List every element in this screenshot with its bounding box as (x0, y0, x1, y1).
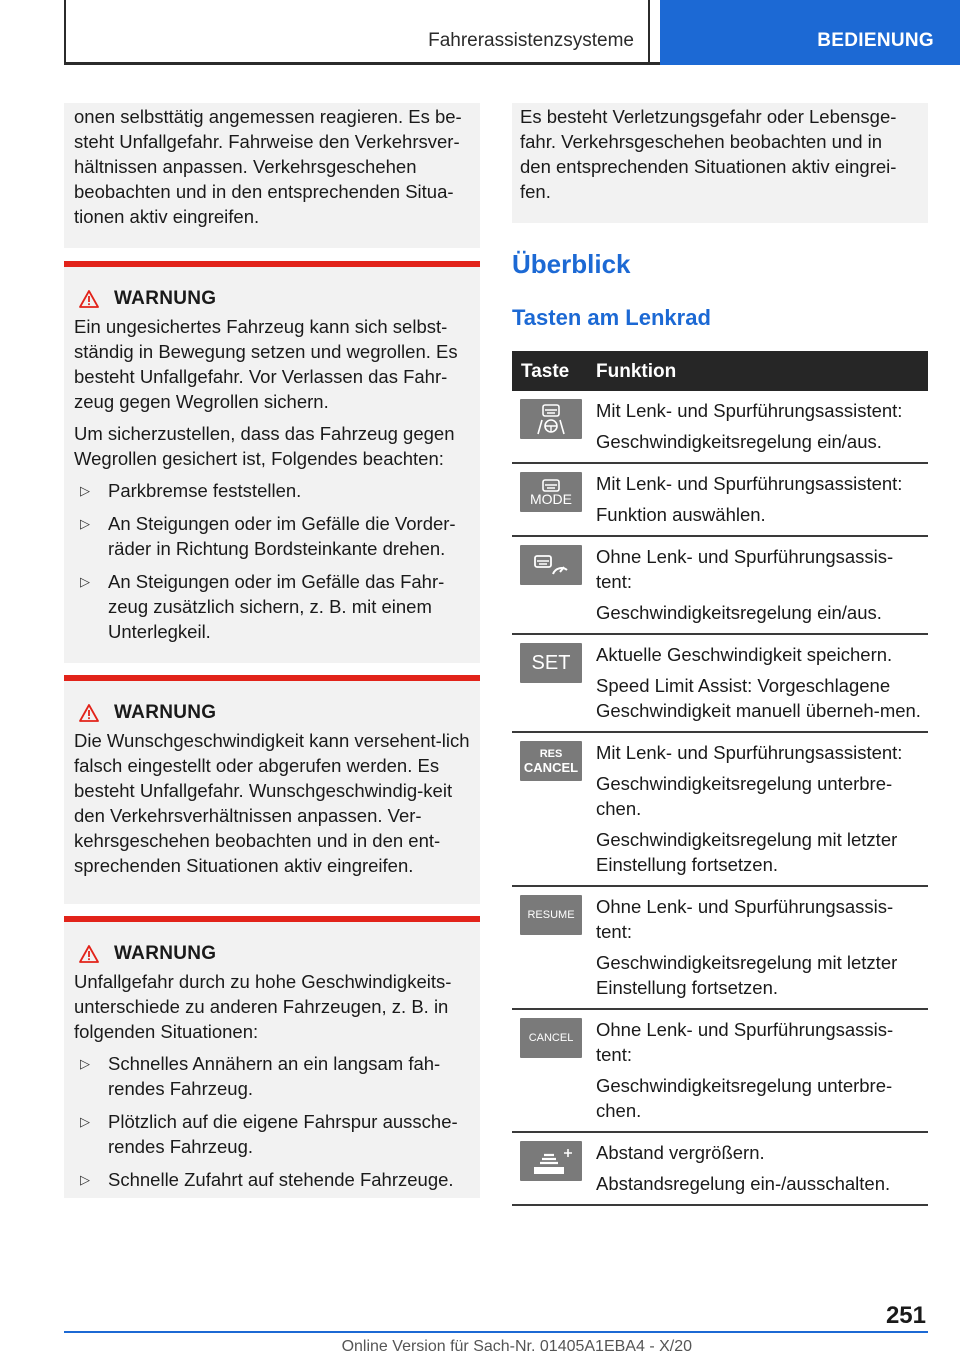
footer-version-text: Online Version für Sach-Nr. 01405A1EBA4 - X/20 (341, 1338, 692, 1355)
warning-label: WARNUNG (114, 288, 217, 309)
key-label: SET (531, 651, 571, 674)
table-row (512, 1133, 928, 1206)
warning-label: WARNUNG (114, 943, 217, 964)
function-text: Geschwindigkeitsregelung ein/aus. (596, 602, 882, 623)
key-label: RES (539, 748, 563, 760)
function-text: Geschwindigkeitsregelung unterbre-chen. (596, 773, 893, 819)
continued-warning-box-left (64, 103, 480, 248)
lane-assist-mode-icon (520, 472, 582, 512)
function-text: Abstand vergrößern. (596, 1142, 765, 1163)
function-text: Speed Limit Assist: Vorgeschlagene Geschwindigkeit manuell überneh-men. (596, 675, 921, 721)
continued-warning-text: onen selbsttätig angemessen reagieren. Es be-steht Unfallgefahr. Fahrweise den Verkehrsver-hältnissen anpassen. Verkehrsgeschehen beobachten und in den entsprechenden Situa-tionen aktiv eingreifen. (74, 106, 462, 227)
key-label: RESUME (527, 908, 575, 921)
bullet-item: ▷ Schnelle Zufahrt auf stehende Fahrzeuge. (74, 1167, 470, 1192)
warning-heading (74, 286, 470, 311)
key-label: MODE (530, 490, 572, 507)
continued-warning-text: Es besteht Verletzungsgefahr oder Lebensge-fahr. Verkehrsgeschehen beobachten und in den entsprechenden Situationen aktiv eingrei-fen. (520, 106, 897, 202)
warning-bullet-list (74, 478, 470, 644)
table-row (512, 733, 928, 887)
warning-heading (74, 941, 470, 966)
warning-box-2 (64, 675, 480, 904)
bullet-item: ▷ Schnelles Annähern an ein langsam fah-rendes Fahrzeug. (74, 1051, 470, 1101)
warning-paragraph: Ein ungesichertes Fahrzeug kann sich selbst-ständig in Bewegung setzen und wegrollen. Es besteht Unfallgefahr. Vor Verlassen das Fahr-zeug gegen Wegrollen sichern. (74, 316, 458, 412)
header-section-title: Fahrerassistenzsysteme (428, 30, 634, 51)
table-row (512, 1010, 928, 1133)
warning-box-1 (64, 261, 480, 663)
table-header (512, 351, 928, 391)
table-row (512, 635, 928, 733)
function-text: Mit Lenk- und Spurführungsassistent: (596, 742, 903, 763)
resume-icon (520, 895, 582, 935)
function-text: Ohne Lenk- und Spurführungsassis-tent: (596, 896, 894, 942)
function-text: Mit Lenk- und Spurführungsassistent: (596, 473, 903, 494)
bullet-item: ▷ An Steigungen oder im Gefälle die Vorder-räder in Richtung Bordsteinkante drehen. (74, 511, 470, 561)
header-chapter-tab[interactable] (660, 0, 960, 65)
table-row (512, 887, 928, 1010)
warning-paragraph: Um sicherzustellen, dass das Fahrzeug gegen Wegrollen gesichert ist, Folgendes beachten: (74, 423, 455, 469)
cruise-control-icon (520, 545, 582, 585)
warning-triangle-icon (79, 945, 99, 963)
lane-assist-speed-icon (520, 399, 582, 439)
set-icon (520, 643, 582, 683)
warning-heading (74, 700, 470, 725)
function-text: Mit Lenk- und Spurführungsassistent: (596, 400, 903, 421)
function-text: Geschwindigkeitsregelung mit letzter Einstellung fortsetzen. (596, 829, 898, 875)
table-row (512, 391, 928, 464)
function-text: Abstandsregelung ein-/ausschalten. (596, 1173, 891, 1194)
table-row (512, 537, 928, 635)
bullet-item: ▷ An Steigungen oder im Gefälle das Fahr-zeug zusätzlich sichern, z. B. mit einem Unterlegkeil. (74, 569, 470, 644)
warning-box-3 (64, 916, 480, 1198)
function-text: Funktion auswählen. (596, 504, 766, 525)
column-header-function: Funktion (596, 360, 677, 382)
warning-bullet-list (74, 1051, 470, 1192)
function-text: Ohne Lenk- und Spurführungsassis-tent: (596, 546, 894, 592)
section-heading: Überblick (512, 249, 631, 279)
warning-triangle-icon (79, 290, 99, 308)
function-text: Ohne Lenk- und Spurführungsassis-tent: (596, 1019, 894, 1065)
page-number: 251 (885, 1302, 926, 1329)
cancel-icon (520, 1018, 582, 1058)
function-text: Geschwindigkeitsregelung unterbre-chen. (596, 1075, 893, 1121)
steering-wheel-buttons-table (512, 351, 928, 1206)
header-section-box (64, 0, 650, 65)
subsection-heading: Tasten am Lenkrad (512, 305, 711, 330)
key-label: CANCEL (523, 760, 579, 775)
header-chapter-label: BEDIENUNG (817, 30, 934, 51)
bullet-item: ▷ Plötzlich auf die eigene Fahrspur aussche-rendes Fahrzeug. (74, 1109, 470, 1159)
function-text: Geschwindigkeitsregelung mit letzter Einstellung fortsetzen. (596, 952, 898, 998)
warning-paragraph: Die Wunschgeschwindigkeit kann versehent-lich falsch eingestellt oder abgerufen werden. Es besteht Unfallgefahr. Wunschgeschwindig-keit den Verkehrsverhältnissen anpassen. Ver-kehrsgeschehen beobachten und in den ent-sprechenden Situationen aktiv eingreifen. (74, 730, 470, 876)
column-header-key: Taste (521, 360, 570, 382)
continued-warning-box-right (512, 103, 928, 223)
warning-triangle-icon (79, 704, 99, 722)
res-cancel-icon (520, 741, 582, 781)
table-row (512, 464, 928, 537)
function-text: Geschwindigkeitsregelung ein/aus. (596, 431, 882, 452)
warning-label: WARNUNG (114, 702, 217, 723)
key-label: CANCEL (528, 1031, 574, 1044)
function-text: Aktuelle Geschwindigkeit speichern. (596, 644, 893, 665)
footer-rule (64, 1331, 928, 1333)
warning-paragraph: Unfallgefahr durch zu hohe Geschwindigkeits-unterschiede zu anderen Fahrzeugen, z. B. in folgenden Situationen: (74, 971, 452, 1042)
bullet-item: ▷ Parkbremse feststellen. (74, 478, 470, 503)
distance-icon (520, 1141, 582, 1181)
